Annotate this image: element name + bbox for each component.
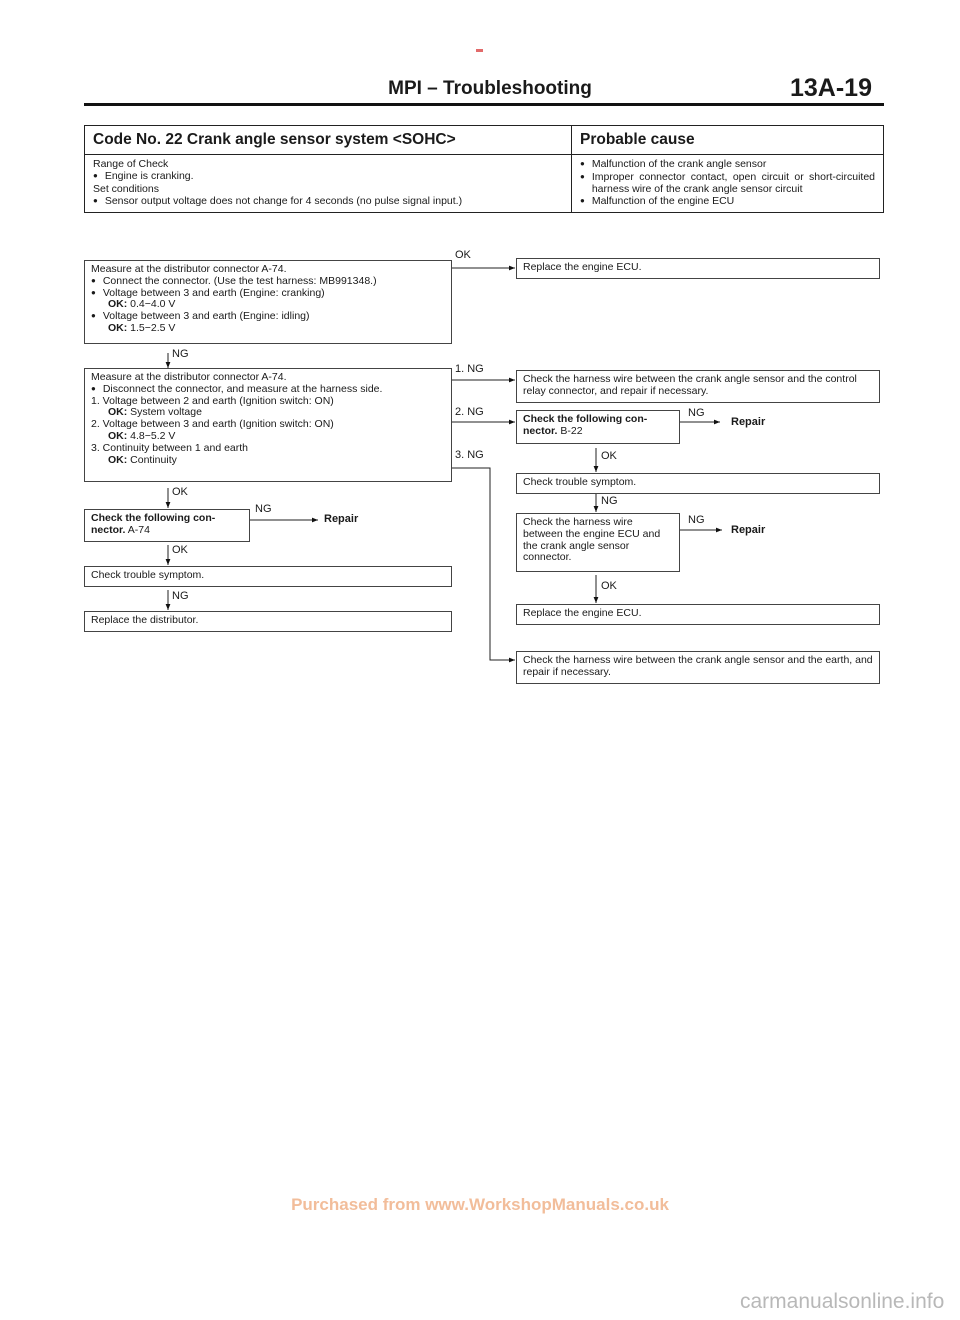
range-label: Range of Check bbox=[93, 158, 169, 170]
cause-item: ● Malfunction of the crank angle sensor bbox=[580, 158, 875, 171]
flow-label-ng: NG bbox=[688, 514, 705, 526]
check-trouble-symptom-right-box bbox=[516, 473, 880, 494]
step2-ok-line: OK: System voltage bbox=[108, 406, 202, 419]
step2-line: ● Disconnect the connector, and measure at the harness side. bbox=[91, 384, 445, 396]
replace-ecu-bottom-box bbox=[516, 604, 880, 625]
flow-label-ng: NG bbox=[601, 495, 618, 507]
watermark: carmanualsonline.info bbox=[740, 1290, 945, 1313]
check-connector-a74-box bbox=[84, 509, 250, 542]
check-trouble-symptom-left-box bbox=[84, 566, 452, 587]
step1-line: Measure at the distributor connector A-74. bbox=[91, 263, 287, 275]
set-item: ● Sensor output voltage does not change for 4 seconds (no pulse signal input.) bbox=[93, 195, 563, 208]
check-b22-line: Check the following con- bbox=[523, 413, 648, 425]
step1-line: ● Connect the connector. (Use the test harness: MB991348.) bbox=[91, 276, 445, 288]
set-label: Set conditions bbox=[93, 183, 159, 195]
repair-label: Repair bbox=[324, 513, 359, 525]
step1-line: ● Voltage between 3 and earth (Engine: idling) bbox=[91, 311, 445, 323]
flow-label-ok: OK bbox=[601, 580, 617, 592]
harness-ecu-box bbox=[516, 513, 680, 572]
repair-label: Repair bbox=[731, 416, 766, 428]
step1-ok-line: OK: 1.5−2.5 V bbox=[108, 321, 176, 334]
flow-label-3ng: 3. NG bbox=[455, 449, 484, 461]
trouble-left-text: Check trouble symptom. bbox=[91, 569, 205, 581]
replace-ecu-top-box bbox=[516, 258, 880, 279]
step2-box bbox=[84, 368, 452, 482]
flow-label-ng: NG bbox=[688, 407, 705, 419]
step2-line: 1. Voltage between 2 and earth (Ignition switch: ON) bbox=[91, 394, 334, 407]
harness-earth-text: Check the harness wire between the crank angle sensor and the earth, and repair if necessary. bbox=[523, 654, 873, 678]
step2-ok-line: OK: Continuity bbox=[108, 453, 177, 466]
step2-line: 2. Voltage between 3 and earth (Ignition switch: ON) bbox=[91, 418, 334, 431]
harness-relay-text: Check the harness wire between the crank angle sensor and the control relay connector, and repair if necessary. bbox=[523, 373, 857, 397]
harness-ecu-line: between the engine ECU and bbox=[523, 527, 661, 540]
harness-earth-box bbox=[516, 651, 880, 684]
flow-label-2ng: 2. NG bbox=[455, 406, 484, 418]
replace-distributor-box bbox=[84, 611, 452, 632]
footer-source-text: Purchased from www.WorkshopManuals.co.uk bbox=[291, 1195, 669, 1214]
flow-label-ng: NG bbox=[172, 348, 189, 360]
flow-label-ok: OK bbox=[601, 450, 617, 462]
check-a74-line: Check the following con- bbox=[91, 512, 216, 524]
flow-label-ok: OK bbox=[172, 486, 188, 498]
cause-item: ● Improper connector contact, open circuit or short-circuited harness wire of the crank angle sensor circuit bbox=[580, 171, 875, 195]
page-code: 13A-19 bbox=[790, 74, 872, 102]
cause-item: ● Malfunction of the engine ECU bbox=[580, 195, 875, 208]
step2-line: 3. Continuity between 1 and earth bbox=[91, 441, 249, 454]
page-title: MPI – Troubleshooting bbox=[388, 78, 592, 99]
flow-label-ng: NG bbox=[255, 503, 272, 515]
range-item: ● Engine is cranking. bbox=[93, 170, 563, 183]
step1-ok-line: OK: 0.4−4.0 V bbox=[108, 298, 176, 311]
probable-cause-heading: Probable cause bbox=[572, 126, 884, 155]
check-connector-b22-box bbox=[516, 410, 680, 444]
harness-ecu-line: connector. bbox=[523, 551, 572, 564]
replace-ecu-top-text: Replace the engine ECU. bbox=[523, 261, 642, 273]
flow-label-ok: OK bbox=[172, 544, 188, 556]
step1-line: ● Voltage between 3 and earth (Engine: cranking) bbox=[91, 288, 445, 300]
flow-label-ok: OK bbox=[455, 249, 471, 261]
harness-ecu-line: Check the harness wire bbox=[523, 516, 633, 528]
step2-line: Measure at the distributor connector A-74. bbox=[91, 371, 287, 383]
replace-distributor-text: Replace the distributor. bbox=[91, 614, 199, 626]
flow-label-ng: NG bbox=[172, 590, 189, 602]
harness-ecu-line: the crank angle sensor bbox=[523, 539, 630, 552]
code-heading: Code No. 22 Crank angle sensor system <SOHC> bbox=[85, 126, 572, 155]
step2-ok-line: OK: 4.8−5.2 V bbox=[108, 429, 176, 442]
trouble-right-text: Check trouble symptom. bbox=[523, 476, 637, 488]
harness-relay-box bbox=[516, 370, 880, 403]
line-3ng bbox=[451, 468, 515, 660]
repair-label: Repair bbox=[731, 524, 766, 536]
check-b22-line: nector. B-22 bbox=[523, 424, 583, 437]
replace-ecu-bottom-text: Replace the engine ECU. bbox=[523, 607, 642, 619]
step1-box bbox=[84, 260, 452, 344]
check-a74-line: nector. A-74 bbox=[91, 523, 150, 536]
flow-label-1ng: 1. NG bbox=[455, 363, 484, 375]
